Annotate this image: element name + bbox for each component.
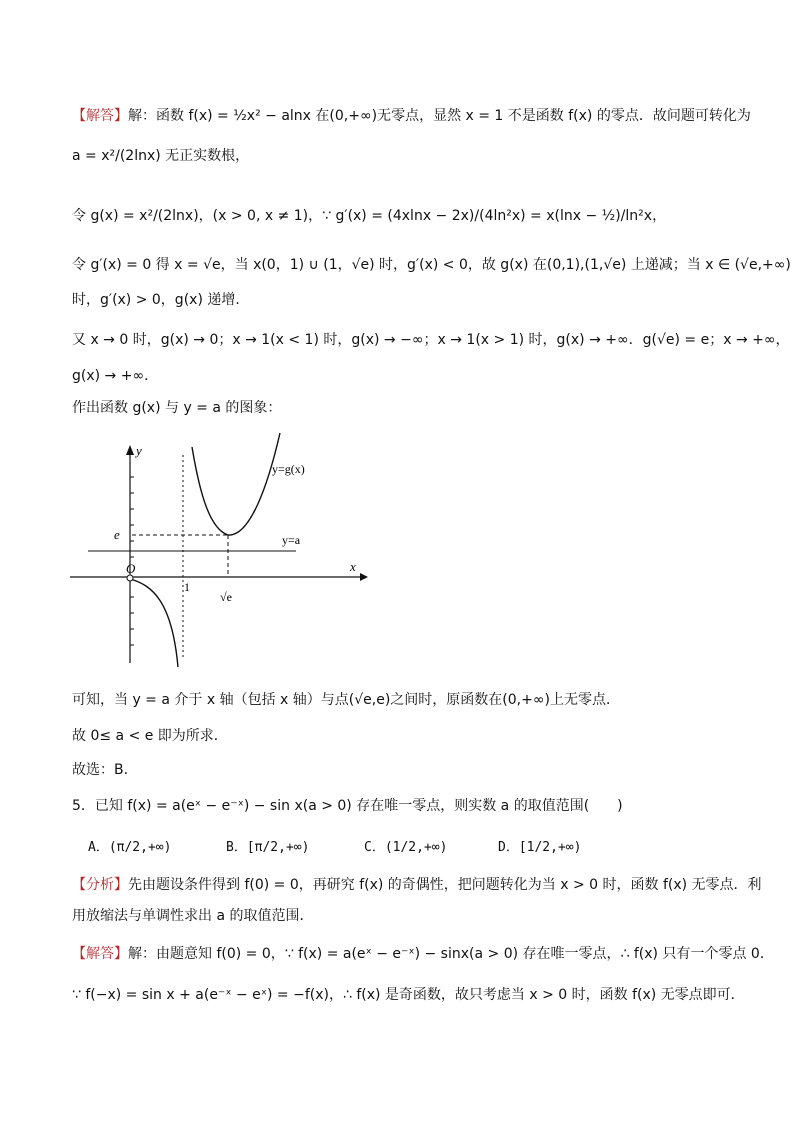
- question-5-line: [72, 796, 623, 816]
- option-c: C．(1/2,+∞): [364, 840, 448, 855]
- answer-line: [72, 726, 228, 746]
- solution-line-5: [72, 290, 249, 310]
- conclusion-line: [72, 690, 620, 710]
- solution-line-7: [72, 366, 158, 386]
- solution-line-4: [72, 255, 791, 275]
- solution-5-line-1: [72, 944, 774, 964]
- x-axis-label: x: [350, 559, 356, 574]
- curve-label: y=g(x): [272, 462, 305, 476]
- solution-line-8: [72, 398, 281, 418]
- text-run: 用放缩法与单调性求出 a 的取值范围．: [72, 908, 314, 924]
- text-run: [72, 946, 774, 962]
- text-run: [72, 877, 762, 893]
- text-run: 解：由题意知 f(0) = 0，∵ f(x) = a(eˣ − e⁻ˣ) − sinx(a > 0) 存在唯一零点，∴ f(x) 只有一个零点 0．: [128, 946, 774, 962]
- section-tag: 【解答】: [72, 946, 128, 962]
- text-run: 令 g′(x) = 0 得 x = √e，当 x(0，1) ∪ (1，√e) 时，g′(x) < 0，故 g(x) 在(0,1),(1,√e) 上递减；当 x ∈ (√e,+∞): [72, 257, 791, 273]
- analysis-line-2: [72, 906, 313, 926]
- solution-tag: 【解答】: [72, 108, 128, 124]
- text-run: 作出函数 g(x) 与 y = a 的图象：: [72, 400, 282, 416]
- tick-label-1: 1: [184, 580, 190, 594]
- x-axis-arrow: [360, 573, 368, 581]
- curve-left-branch: [130, 579, 178, 667]
- text-run: a = x²/(2lnx) 无正实数根，: [72, 148, 250, 164]
- function-graph: [60, 425, 380, 675]
- solution-5-line-2: [72, 985, 745, 1005]
- option-d: D．[1/2,+∞): [498, 840, 582, 855]
- solution-line-2: [72, 146, 249, 166]
- text-run: 解：函数 f(x) = ½x² − alnx 在(0,+∞)无零点，显然 x = 1 不是函数 f(x) 的零点．故问题可转化为: [128, 108, 751, 124]
- analysis-line-1: [72, 875, 762, 895]
- text-run: 令 g(x) = x²/(2lnx)，(x > 0, x ≠ 1)，∵ g′(x) = (4xlnx − 2x)/(4ln²x) = x(lnx − ½)/ln²x，: [72, 208, 667, 224]
- option-b: B．[π/2,+∞): [226, 840, 310, 855]
- text-run: 可知，当 y = a 介于 x 轴（包括 x 轴）与点(√e,e)之间时，原函数在(0,+∞)上无零点．: [72, 692, 620, 708]
- text-run: 又 x → 0 时，g(x) → 0；x → 1(x < 1) 时，g(x) → −∞；x → 1(x > 1) 时，g(x) → +∞．g(√e) = e；x → +∞，: [72, 332, 790, 348]
- tick-label-e: e: [114, 527, 120, 542]
- text-run: 先由题设条件得到 f(0) = 0，再研究 f(x) 的奇偶性，把问题转化为当 x > 0 时，函数 f(x) 无零点．利: [128, 877, 762, 893]
- text-run: g(x) → +∞．: [72, 368, 159, 384]
- option-a: A．(π/2,+∞): [88, 840, 172, 855]
- line-label: y=a: [282, 533, 301, 547]
- y-axis-label: y: [136, 443, 142, 458]
- origin-label: O: [126, 561, 136, 576]
- text-run: ∵ f(−x) = sin x + a(e⁻ˣ − eˣ) = −f(x)，∴ f(x) 是奇函数，故只考虑当 x > 0 时，函数 f(x) 无零点即可．: [72, 987, 745, 1003]
- solution-line-3: [72, 206, 666, 226]
- section-tag: 【分析】: [72, 877, 128, 893]
- solution-line-6: [72, 330, 790, 350]
- curve-right-branch: [192, 433, 280, 535]
- text-run: 故选：B．: [72, 762, 138, 778]
- choice-line: [72, 760, 138, 780]
- tick-label-sqrt-e: √e: [220, 590, 232, 604]
- question-5-text: 5．已知 f(x) = a(eˣ − e⁻ˣ) − sin x(a > 0) 存在唯一零点，则实数 a 的取值范围( ): [72, 798, 623, 814]
- solution-line-1: [72, 106, 751, 126]
- y-axis-arrow: [126, 445, 134, 455]
- text-run: 时，g′(x) > 0，g(x) 递增．: [72, 292, 250, 308]
- text-run: 故 0≤ a < e 即为所求．: [72, 728, 228, 744]
